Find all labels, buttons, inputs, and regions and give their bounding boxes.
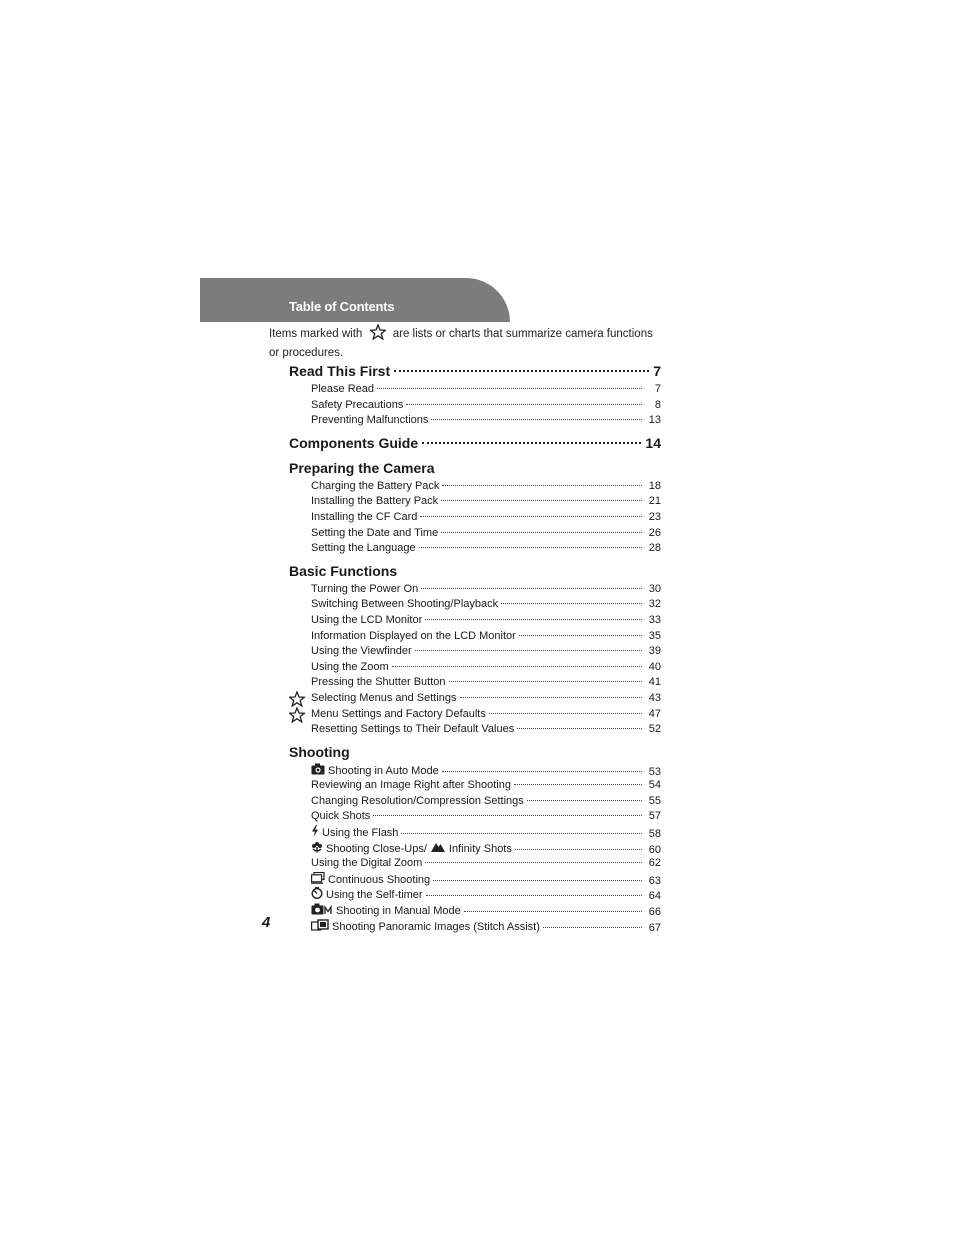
toc-section <box>289 457 661 557</box>
dot-leader <box>377 388 642 389</box>
dot-leader <box>441 500 642 501</box>
entry-label: Installing the CF Card <box>311 510 418 523</box>
toc-entry[interactable] <box>289 494 661 510</box>
entry-page-number: 21 <box>648 495 661 508</box>
entry-label: Continuous Shooting <box>328 873 431 886</box>
entry-page-number: 41 <box>648 676 661 689</box>
entry-page-number: 52 <box>648 723 661 736</box>
toc-entry[interactable] <box>289 644 661 660</box>
entry-page-number: 53 <box>648 765 661 778</box>
toc-entry[interactable] <box>289 597 661 613</box>
dot-leader <box>394 370 649 372</box>
entry-label: Switching Between Shooting/Playback <box>311 598 499 611</box>
entry-label: Shooting Close-Ups/ <box>326 842 427 855</box>
entry-page-number: 33 <box>648 613 661 626</box>
entry-page-number: 62 <box>648 857 661 870</box>
entry-page-number: 54 <box>648 779 661 792</box>
entry-label-group <box>311 382 374 398</box>
entry-label-group <box>311 856 422 872</box>
entry-label-group <box>311 510 417 526</box>
section-title: Preparing the Camera <box>289 459 435 476</box>
entry-page-number: 64 <box>648 890 661 903</box>
entry-label: Preventing Malfunctions <box>311 414 429 427</box>
entry-label-group <box>311 707 486 723</box>
entry-label-group <box>311 809 370 825</box>
entry-page-number: 63 <box>648 874 661 887</box>
entry-page-number: 57 <box>648 810 661 823</box>
entry-page-number: 67 <box>648 921 661 934</box>
toc-entry[interactable] <box>289 841 661 857</box>
toc-entry[interactable] <box>289 660 661 676</box>
dot-leader <box>406 404 642 405</box>
entry-label: Resetting Settings to Their Default Values <box>311 723 515 736</box>
entry-label-group <box>311 675 446 691</box>
toc-entry[interactable] <box>289 707 661 723</box>
entry-label: Charging the Battery Pack <box>311 479 440 492</box>
section-title: Read This First <box>289 363 391 379</box>
entry-page-number: 28 <box>648 542 661 555</box>
dot-leader <box>392 666 642 667</box>
toc-entry[interactable] <box>289 856 661 872</box>
entry-page-number: 60 <box>648 843 661 856</box>
section-title: Basic Functions <box>289 562 398 579</box>
toc-entry[interactable] <box>289 778 661 794</box>
entry-page-number: 66 <box>648 906 661 919</box>
toc-entry[interactable] <box>289 382 661 398</box>
section-page-number: 14 <box>645 434 661 451</box>
toc-entry[interactable] <box>289 794 661 810</box>
entry-page-number: 47 <box>648 707 661 720</box>
entry-label-group <box>311 644 412 660</box>
entry-page-number: 40 <box>648 660 661 673</box>
dot-leader <box>489 713 642 714</box>
entry-label: Using the Zoom <box>311 660 389 673</box>
dot-leader <box>460 697 642 698</box>
entry-label: Setting the Language <box>311 542 416 555</box>
section-title: Shooting <box>289 743 350 760</box>
entry-label: Changing Resolution/Compression Settings <box>311 794 524 807</box>
toc-entry[interactable] <box>289 613 661 629</box>
dot-leader <box>515 849 642 850</box>
entry-page-number: 13 <box>648 414 661 427</box>
dot-leader <box>433 880 642 881</box>
page-number: 4 <box>262 914 271 931</box>
entry-page-number: 39 <box>648 645 661 658</box>
entry-label: Shooting Panoramic Images (Stitch Assist) <box>332 920 540 933</box>
toc-entry[interactable] <box>289 763 661 779</box>
toc-section <box>289 741 661 935</box>
entry-page-number: 55 <box>648 794 661 807</box>
entry-label-group <box>311 722 514 738</box>
toc-section <box>289 560 661 738</box>
entry-label-group <box>311 597 498 613</box>
entry-label-group <box>311 919 540 937</box>
section-heading[interactable] <box>289 360 661 382</box>
toc-entry[interactable] <box>289 809 661 825</box>
toc-entry[interactable] <box>289 903 661 919</box>
section-heading[interactable] <box>289 741 661 763</box>
toc-entry[interactable] <box>289 479 661 495</box>
section-page-number: 7 <box>653 363 661 379</box>
intro-text-after: are lists or charts that summarize camera functions or procedures. <box>269 328 653 359</box>
dot-leader <box>442 485 642 486</box>
dot-leader <box>419 547 642 548</box>
toc-entry[interactable] <box>289 919 661 935</box>
entry-page-number: 18 <box>648 479 661 492</box>
table-of-contents <box>289 360 661 934</box>
dot-leader <box>422 442 641 444</box>
dot-leader <box>401 833 642 834</box>
entry-label-group <box>311 778 511 794</box>
page-title: Table of Contents <box>289 299 395 314</box>
section-heading[interactable] <box>289 432 661 454</box>
section-title: Components Guide <box>289 434 419 451</box>
toc-entry[interactable] <box>289 541 661 557</box>
toc-section <box>289 432 661 454</box>
dot-leader <box>543 927 642 928</box>
entry-label: Using the Flash <box>322 827 399 840</box>
toc-entry[interactable] <box>289 629 661 645</box>
dot-leader <box>373 815 642 816</box>
entry-label: Using the Viewfinder <box>311 645 412 658</box>
entry-label-group <box>311 629 516 645</box>
entry-label: Information Displayed on the LCD Monitor <box>311 629 516 642</box>
entry-page-number: 8 <box>654 398 661 411</box>
dot-leader <box>517 728 642 729</box>
intro-text-before: Items marked with <box>269 328 363 340</box>
entry-page-number: 35 <box>648 629 661 642</box>
toc-entry[interactable] <box>289 413 661 429</box>
section-heading[interactable] <box>289 560 661 582</box>
dot-leader <box>420 516 642 517</box>
entry-label-group <box>311 691 457 707</box>
entry-label: Safety Precautions <box>311 398 404 411</box>
entry-label-group <box>311 613 422 629</box>
entry-label-group <box>311 541 416 557</box>
stitch-assist-icon <box>311 919 329 937</box>
toc-entry[interactable] <box>289 675 661 691</box>
dot-leader <box>449 681 642 682</box>
entry-label: Setting the Date and Time <box>311 526 439 539</box>
dot-leader <box>441 532 642 533</box>
toc-entry[interactable] <box>289 722 661 738</box>
entry-label: Using the LCD Monitor <box>311 613 423 626</box>
dot-leader <box>425 862 642 863</box>
entry-label-group <box>311 494 438 510</box>
dot-leader <box>442 771 642 772</box>
dot-leader <box>415 650 642 651</box>
entry-label-secondary: Infinity Shots <box>448 842 512 855</box>
entry-page-number: 58 <box>648 828 661 841</box>
entry-page-number: 32 <box>648 598 661 611</box>
toc-entry[interactable] <box>289 872 661 888</box>
dot-leader <box>527 800 642 801</box>
infinity-mountain-icon <box>431 841 445 858</box>
entry-label: Menu Settings and Factory Defaults <box>311 707 486 720</box>
intro-note <box>269 324 664 361</box>
entry-page-number: 23 <box>648 510 661 523</box>
entry-label: Shooting in Auto Mode <box>328 764 439 777</box>
toc-entry[interactable] <box>289 582 661 598</box>
entry-label: Using the Self-timer <box>326 889 423 902</box>
entry-label: Quick Shots <box>311 810 371 823</box>
entry-label: Shooting in Manual Mode <box>336 905 461 918</box>
dot-leader <box>501 603 642 604</box>
entry-label-group <box>311 413 428 429</box>
dot-leader <box>431 419 642 420</box>
entry-label-group <box>311 479 439 495</box>
star-icon <box>370 324 386 345</box>
entry-label-group <box>311 794 524 810</box>
entry-label: Using the Digital Zoom <box>311 857 423 870</box>
entry-label: Installing the Battery Pack <box>311 495 439 508</box>
toc-entry[interactable] <box>289 887 661 903</box>
entry-label-group <box>311 398 403 414</box>
dot-leader <box>514 784 642 785</box>
dot-leader <box>421 588 642 589</box>
toc-entry[interactable] <box>289 510 661 526</box>
entry-label: Selecting Menus and Settings <box>311 691 457 704</box>
toc-entry[interactable] <box>289 526 661 542</box>
entry-page-number: 26 <box>648 526 661 539</box>
toc-entry[interactable] <box>289 398 661 414</box>
toc-entry[interactable] <box>289 825 661 841</box>
toc-entry[interactable] <box>289 691 661 707</box>
entry-label: Pressing the Shutter Button <box>311 676 446 689</box>
entry-page-number: 43 <box>648 691 661 704</box>
section-heading[interactable] <box>289 457 661 479</box>
entry-label: Please Read <box>311 383 374 395</box>
entry-label-group <box>311 582 418 598</box>
entry-label-group <box>311 526 438 542</box>
entry-page-number: 7 <box>654 383 661 395</box>
dot-leader <box>519 635 642 636</box>
dot-leader <box>464 911 642 912</box>
dot-leader <box>426 895 642 896</box>
entry-label: Reviewing an Image Right after Shooting <box>311 779 511 792</box>
dot-leader <box>425 619 642 620</box>
entry-page-number: 30 <box>648 582 661 595</box>
entry-label: Turning the Power On <box>311 582 419 595</box>
toc-section <box>289 360 661 429</box>
entry-label-group <box>311 660 389 676</box>
